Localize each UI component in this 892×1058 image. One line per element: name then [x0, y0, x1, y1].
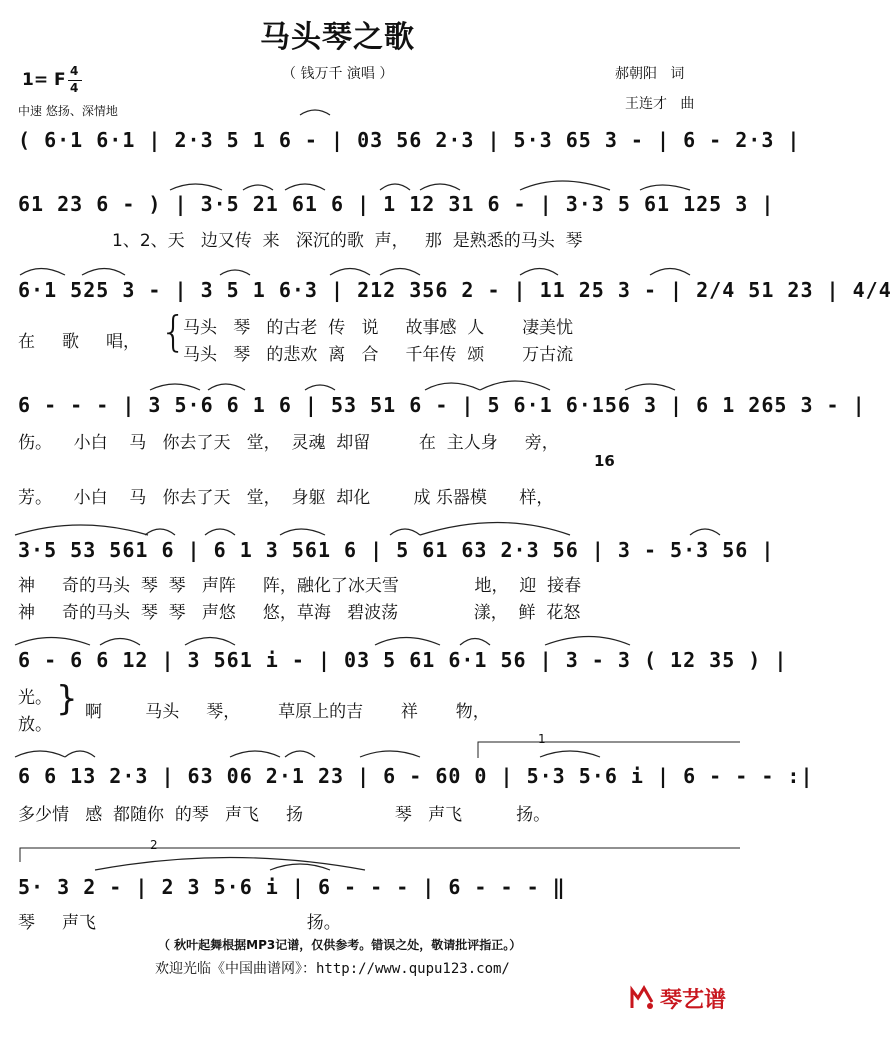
lyric-line: 1、2、天 边又传 来 深沉的歌 声， 那 是熟悉的马头 琴: [112, 231, 583, 251]
notation-row-7: 6 6 13 2·3 | 63 06 2·1 23 | 6 - 60 0 | 5·3 5·6 i | 6 - - - :|: [18, 764, 814, 788]
meter-top: 4: [70, 64, 79, 78]
site-logo: [628, 982, 748, 1014]
verse-brace: }: [56, 679, 78, 719]
website-welcome: 欢迎光临《中国曲谱网》：http://www.qupu123.com/: [155, 961, 510, 977]
lyric-line: 琴 声飞 扬。: [18, 913, 341, 933]
composer-credit: 王连才 曲: [625, 96, 695, 112]
notation-row-5: 3·5 53 561 6 | 6 1 3 561 6 | 5 61 63 2·3 56 | 3 - 5·3 56 |: [18, 538, 775, 562]
volta-2-label: 2: [150, 838, 158, 852]
notation-row-8: 5· 3 2 - | 2 3 5·6 i | 6 - - - | 6 - - - ‖: [18, 875, 566, 899]
lyric-line: 啊 马头 琴， 草原上的吉 祥 物，: [85, 702, 490, 722]
alt-notes: 16: [594, 452, 615, 470]
tempo-marking: 中速 悠扬、深情地: [18, 104, 118, 118]
lyric-line: 神 奇的马头 琴 琴 声阵 阵，融化了冰天雪 地， 迎 接春: [18, 576, 582, 596]
lyric-line: 放。: [18, 715, 52, 735]
volta-1-label: 1: [538, 732, 546, 746]
key-signature: 1= F: [22, 70, 66, 90]
lyric-line: 光。: [18, 688, 52, 708]
logo-text: 琴艺谱: [660, 988, 727, 1013]
lyric-line: 芳。 小白 马 你去了天 堂， 身躯 却化 成 乐器模 样，: [18, 488, 554, 508]
verse-brace: {: [160, 307, 187, 356]
lyric-line: 马头 琴 的悲欢 离 合 千年传 颂 万古流: [183, 345, 574, 365]
notation-row-3: 6·1 525 3 - | 3 5 1 6·3 | 212 356 2 - | 11 25 3 - | 2/4 51 23 | 4/4: [18, 278, 892, 302]
notation-row-4: 6 - - - | 3 5·6 6 1 6 | 53 51 6 - | 5 6·1 6·156 3 | 6 1 265 3 - |: [18, 393, 866, 417]
lyric-line: 在 歌 唱，: [18, 332, 141, 352]
singer-credit: （ 钱万千 演唱 ）: [282, 66, 394, 82]
lyric-line: 神 奇的马头 琴 琴 声悠 悠，草海 碧波荡 漾， 鲜 花怒: [18, 603, 581, 623]
lyric-line: 多少情 感 都随你 的琴 声飞 扬 琴 声飞 扬。: [18, 805, 551, 825]
notation-row-1: ( 6·1 6·1 | 2·3 5 1 6 - | 03 56 2·3 | 5·3 65 3 - | 6 - 2·3 |: [18, 128, 801, 152]
transcription-note: （ 秋叶起舞根据MP3记谱，仅供参考。错误之处，敬请批评指正。）: [158, 938, 522, 952]
notation-row-6: 6 - 6 6 12 | 3 561 i - | 03 5 61 6·1 56 | 3 - 3 ( 12 35 ) |: [18, 648, 788, 672]
notation-row-2: 61 23 6 - ) | 3·5 21 61 6 | 1 12 31 6 - | 3·3 5 61 125 3 |: [18, 192, 775, 216]
lyric-line: 马头 琴 的古老 传 说 故事感 人 凄美忧: [183, 318, 574, 338]
lyricist-credit: 郝朝阳 词: [615, 66, 685, 82]
song-title: 马头琴之歌: [260, 20, 415, 55]
musical-note-icon: [628, 984, 656, 1012]
meter-bottom: 4: [70, 81, 79, 95]
lyric-line: 伤。 小白 马 你去了天 堂， 灵魂 却留 在 主人身 旁，: [18, 433, 559, 453]
